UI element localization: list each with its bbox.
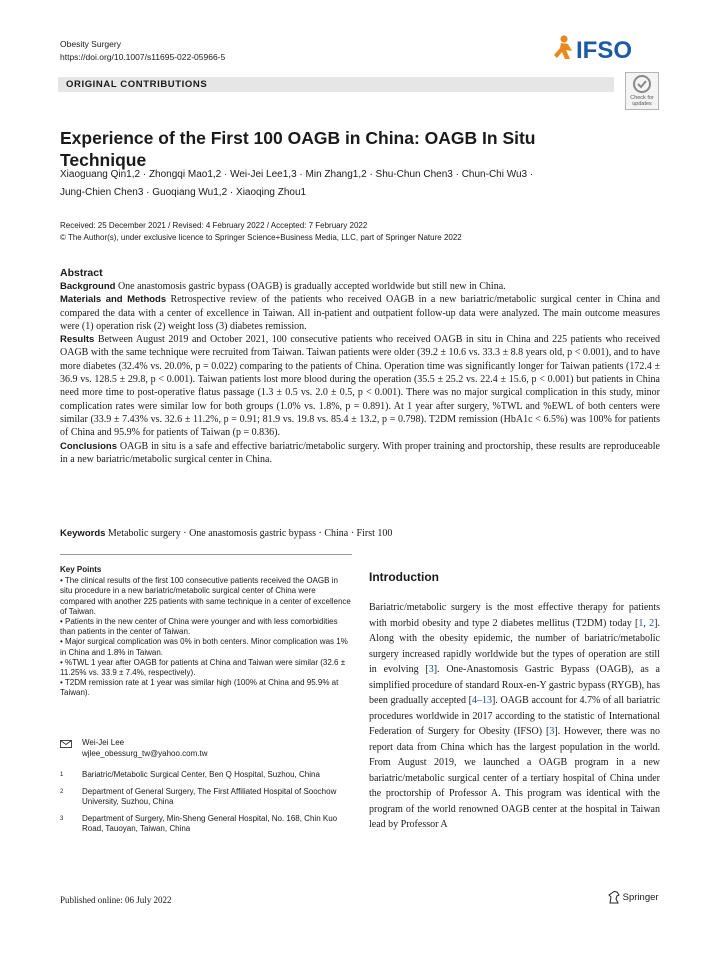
citation-link[interactable]: 3	[428, 664, 434, 675]
article-dates: Received: 25 December 2021 / Revised: 4 February 2022 / Accepted: 7 February 2022	[60, 221, 368, 230]
abstract-methods	[60, 293, 660, 333]
copyright-notice: © The Author(s), under exclusive licence to Springer Science+Business Media, LLC, part of Springer Nature 2022	[60, 233, 462, 242]
keywords	[60, 527, 392, 540]
abstract-results	[60, 333, 660, 439]
intro-text: ]. One-Anastomosis Gastric Bypass (OAGB), as a simplified procedure of standard Roux-en-Y gastric bypass (RYGB), has been gradually accepted [	[369, 664, 660, 706]
section-label: ORIGINAL CONTRIBUTIONS	[66, 79, 208, 90]
key-point-item: • Major surgical complication was 0% in both centers. Minor complication was 1% in China and 1.8% in Taiwan.	[60, 637, 348, 657]
affiliation-list	[60, 770, 352, 835]
intro-text: Bariatric/metabolic surgery is the most effective therapy for patients with morbid obesity and type 2 diabetes mellitus (T2DM) today [	[369, 602, 660, 629]
citation-link[interactable]: 2	[649, 617, 655, 629]
citation-link[interactable]: 4–13	[471, 695, 492, 706]
conclusions-label: Conclusions	[60, 440, 118, 452]
key-points-box	[60, 565, 352, 699]
publisher-name: Springer	[622, 892, 659, 904]
results-label: Results	[60, 334, 95, 346]
author-list-line-2: Jung-Chien Chen3 · Guoqiang Wu1,2 · Xiaoqing Zhou1	[60, 187, 307, 198]
published-online: Published online: 06 July 2022	[60, 895, 172, 905]
abstract-heading: Abstract	[60, 267, 103, 279]
affiliation-number: 2	[60, 788, 64, 795]
background-text: One anastomosis gastric bypass (OAGB) is gradually accepted worldwide but still new in China.	[117, 281, 506, 292]
affiliation-item	[60, 814, 352, 835]
methods-text: Retrospective review of the patients who received OAGB in a new bariatric/metabolic surgical center in China and compared the data with a center of excellence in Taiwan. All in-patient and outpatient follow-up data were analyzed. The main outcome measures were (1) operation risk (2) weight loss (3) diabetes remission.	[60, 294, 660, 332]
citation-link[interactable]: 3	[549, 726, 555, 737]
introduction-body	[369, 600, 660, 833]
key-points-title: Key Points	[60, 565, 102, 574]
contact-email[interactable]: wjlee_obessurg_tw@yahoo.com.tw	[82, 748, 208, 758]
affiliation-item	[60, 787, 352, 808]
author-list-line-1	[60, 168, 660, 182]
corresponding-author	[60, 738, 352, 759]
logo-text: IFSO	[576, 37, 633, 64]
affiliation-text: Department of General Surgery, The First Affiliated Hospital of Soochow University, Suzhou, China	[82, 786, 337, 806]
keywords-text: Metabolic surgery · One anastomosis gastric bypass · China · First 100	[107, 528, 393, 539]
contact-name: Wei-Jei Lee	[82, 738, 125, 747]
methods-label: Materials and Methods	[60, 294, 167, 306]
key-points-divider	[60, 554, 352, 555]
affiliation-text: Department of Surgery, Min-Sheng General Hospital, No. 168, Chin Kuo Road, Tauoyan, Taiwan, China	[82, 813, 338, 833]
check-for-updates-badge[interactable]	[625, 72, 659, 110]
conclusions-text: OAGB in situ is a safe and effective bariatric/metabolic surgery. With proper training and proctorship, these results are reproduceable in a new bariatric/metabolic surgical center in China.	[60, 440, 660, 465]
springer-logo	[608, 891, 659, 904]
springer-horse-icon	[608, 891, 620, 904]
background-label: Background	[60, 281, 116, 292]
abstract-background	[60, 280, 660, 293]
results-text: Between August 2019 and October 2021, 100 consecutive patients who received OAGB in situ in China and 225 patients who received OAGB with the same technique were recruited from Taiwan. Taiwan patients were older (39.2 ± 10.6 vs. 33.3 ± 8.8 years old, p < 0.001), and to have more diabetes (32.4% vs. 20.0%, p = 0.022) comparing to the patients of China. Operation time was significantly longer for Taiwan patients (172.4 ± 36.9 vs. 128.5 ± 29.8, p < 0.001). Taiwan patients lost more blood during the operation (35.5 ± 25.2 vs. 22.4 ± 15.6, p < 0.001) but patients in China need more time to post-operative flatus passage (1.3 ± 0.5 vs. 2.0 ± 0.5, p < 0.001). There was no major surgical complication in this study, minor complication rates were similar low for both groups (1.0% vs. 1.8%, p = 0.891). At 1 year after surgery, %TWL and %EWL of both centers were similar (33.9 ± 7.43% vs. 32.6 ± 11.2%, p = 0.91; 81.9 vs. 19.8 vs. 85.4 ± 13.2, p = 0.798). T2DM remission (HbA1c < 6.5%) was 100% for patients of China and 95.9% for patients of Taiwan (p = 0.836).	[60, 334, 661, 439]
intro-text: ]. OAGB account for 4.7% of all bariatric procedures worldwide in 2017 according to the statistic of International Federation of Surgery for Obesity (IFSO) [	[369, 695, 660, 737]
abstract-body	[60, 280, 660, 466]
article-title: Experience of the First 100 OAGB in China: OAGB In Situ Technique	[60, 128, 536, 170]
affiliation-number: 1	[60, 772, 64, 778]
key-points-list	[60, 576, 352, 698]
runner-icon	[554, 35, 572, 59]
badge-line-1: Check for	[630, 95, 654, 101]
intro-text: ]. However, there was no report data from China which has the largest population in the world. From August 2019, we launched a OAGB program in a new bariatric/metabolic surgical center of a tertiary hospital of China under the proctorship of Professor A. This program was identical with the program of the world renowned OAGB center at the hospital in Taiwan lead by Professor A	[369, 726, 660, 830]
key-point-item: • T2DM remission rate at 1 year was similar high (100% at China and 95.9% at Taiwan).	[60, 678, 339, 698]
key-point-item: • %TWL 1 year after OAGB for patients at China and Taiwan were similar (32.6 ± 11.25% vs. 33.9 ± 7.4%, respectively).	[60, 657, 346, 678]
badge-line-2: updates	[632, 101, 652, 107]
citation-link[interactable]: 1	[638, 617, 644, 629]
ifso-logo	[551, 32, 661, 66]
intro-text: ]. Along with the obesity epidemic, the number of bariatric/metabolic surgery increased rapidly worldwide but the types of operation are still in evolving [	[369, 617, 661, 675]
introduction-heading: Introduction	[369, 570, 439, 584]
mail-icon	[60, 740, 72, 748]
affiliation-item	[60, 770, 352, 781]
affiliation-text: Bariatric/Metabolic Surgical Center, Ben Q Hospital, Suzhou, China	[82, 770, 320, 779]
doi-link[interactable]: https://doi.org/10.1007/s11695-022-05966-5	[60, 52, 226, 62]
affiliation-number: 3	[60, 815, 64, 822]
intro-text: ,	[643, 617, 650, 629]
key-point-item: • The clinical results of the first 100 consecutive patients received the OAGB in situ procedure in a new bariatric/metabolic surgical center of China were compared with another 225 patients with same technique in a center of excellence of Taiwan.	[60, 576, 351, 616]
keywords-label: Keywords	[60, 528, 106, 539]
abstract-conclusions	[60, 440, 660, 467]
author-line-1-text: Xiaoguang Qin1,2 · Zhongqi Mao1,2 · Wei-Jei Lee1,3 · Min Zhang1,2 · Shu-Chun Chen3 · Chun-Chi Wu3 ·	[60, 169, 534, 180]
journal-name: Obesity Surgery	[60, 39, 121, 49]
key-point-item: • Patients in the new center of China were younger and with less comorbidities than patients in the center of Taiwan.	[60, 617, 338, 637]
